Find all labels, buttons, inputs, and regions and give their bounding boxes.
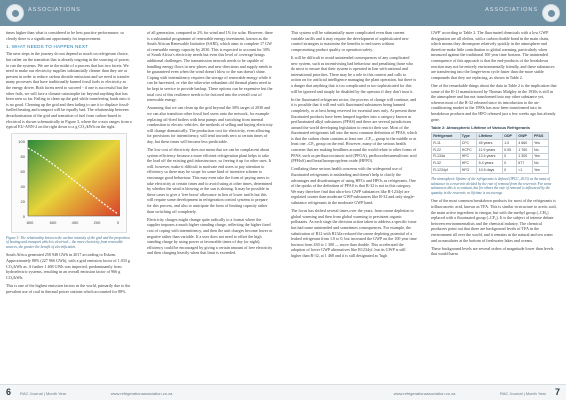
right-column-1 (291, 30, 417, 261)
y-tick-label: 80 (20, 153, 25, 159)
refrigerant-lifetime-table (431, 132, 549, 174)
header-label-right: ASSOCIATIONS (485, 7, 538, 13)
journal-meta: RAC Journal | Month Year (499, 391, 546, 396)
table-cell: HCFC (460, 146, 477, 153)
table-cell: Yes (532, 140, 548, 147)
paragraph: The next steps in the journey do not depend so much on refrigerant choice, but rather on the transition that is already ongoing in the sourcing of power, to run the systems. We are in the midst of a process that has two facets. We need to make our electricity supplies substantially cleaner than they are at present in order to reduce carbon dioxide emissions and we need to transfer many processes that have traditionally burned fossil fuels to electricity as the energy driver. Both facets need to succeed - if one is successful but the other fails, we will face a climate catastrophe far beyond anything that has been seen so far. Failing to clean up the grid while transferring loads onto it is no good. Cleaning up the grid and then failing to use it to displace fossil-fuelled heating and transport will be equally bad. The relationship between decarbonisation of the grid and transition of fuel from carbon-based to electrical is shown schematically in Figure 3, where the x-axis ranges from a typical EU-ANN-2 on the right down to a g CO₂/kWh on the right. (6, 51, 132, 130)
table-header: Lifetime (477, 133, 503, 140)
table-header: PFAS (532, 133, 548, 140)
paragraph: Assuming that we can clean up the grid beyond the 30% target of 2030 and we can also transition other fossil fuel users onto the network, for example replacing oil-fired boilers with heat pumps and switching from internal combustion to electric vehicles, the methods of selling and buying electricity will change dramatically. The production cost for electricity, even allowing for provisions for intermittency, will tend towards zero at certain times of day, but these times will become less predictable. (147, 105, 273, 144)
website-link[interactable]: www.refrigerationassociation.co.za (393, 391, 456, 396)
table-cell: No (532, 160, 548, 167)
journal-meta: RAC Journal | Month Year (20, 391, 67, 396)
paragraph: of all generation, compared to 2% for wind and 1% for solar. However, there is a substantial programme of renewable energy investment, known as the South African Renewable Initiative (SARI), which aims to complete 17 GW of renewable energy capacity by 2030. This is expected to account for 30% of South Africa's electricity needs but even this level of coverage brings additional challenges. The transmission network needs to be capable of handling energy flows in new places and new directions and supply needs to be guaranteed even when the wind doesn't blow or the sun doesn't shine. Coping with intermittency requires the storage of renewable energy while it can be harvested, or else the otherwise redundant old thermal plants need to be kept in service to provide backup. These options can be expensive but the total cost of this resilience needs to be factored into the overall cost of renewable energy. (147, 30, 273, 103)
chart-gradient-area (28, 140, 120, 216)
table-cell: No (532, 146, 548, 153)
table-caption: The atmospheric lifetime of the refrigerants is defined (IPCC, 2013) as the mass of substance in a reservoir divided by the rate of removal from the reservoir. For some substances this is a constant, but for others the rate of removal is influenced by the quantity in the reservoir, so lifetime is an average. (431, 177, 552, 195)
table-cell: 677 (517, 160, 533, 167)
table-cell: R-22 (432, 146, 461, 153)
table-cell: 1.0 (502, 140, 516, 147)
header-bar-left (0, 0, 283, 26)
website-link[interactable]: www.refrigerationassociation.co.za (110, 391, 173, 396)
table-cell: 4 660 (517, 140, 533, 147)
table-cell: CFC (460, 140, 477, 147)
table-cell: 0 (502, 167, 516, 174)
table-cell: <1 (517, 167, 533, 174)
paragraph: This system will be substantially more complicated even than current variable tariffs and it may require the development of sophisticated new control strategies to maximise the benefits to end users without compromising product quality or operation safety. (291, 30, 409, 52)
y-tick-label: 40 (20, 183, 25, 189)
table-cell: 0.05 (502, 146, 516, 153)
table-cell: 1 760 (517, 146, 533, 153)
paragraph: This is one of the highest emission factors in the world, primarily due to the prevalent use of coal in thermal power stations which accounted for 88% (6, 283, 131, 294)
footer-right (283, 384, 566, 400)
table-cell: 5.4 years (477, 160, 503, 167)
y-tick-label: 60 (20, 168, 25, 174)
paragraph: The low cost of electricity does not mean that we can be complacent about system efficiency because a more efficient refrigeration plant helps to take the load off the existing grid infrastructure, so freeing it up for other uses. It will, however, make it difficult to motivate end users to pay attention to efficiency so there may be scope for some kind of incentive scheme to encourage good behaviour. This may even take the form of paying users to take electricity at certain times and to avoid using at other times, determined by whether the wind is blowing or the sun is shining. It may be possible in these cases to give a 'free boost' allowance in lieu of lower tariffs but this will require some development in refrigeration control systems to prepare for this process, and also to anticipate the form of limiting capacity rather than switching off completely. (147, 147, 273, 214)
table-cell: 11.9 years (477, 146, 503, 153)
header-bar-right (283, 0, 566, 26)
paragraph: Conflating these serious health concerns with the widespread use of fluorinated refrigerants is misleading and doesn't help to clarify the advantages and disadvantages of using HFCs and HFOs as refrigerants. One of the quirks of the definition of PFAS is that R-32 is not in this category. We may therefore find that ultra-low GWP substances like R-1234yf are regulated sooner than moderate GWP substances like R-32 and only single-substance refrigerants in the moderate GWP band. (291, 166, 416, 205)
table-row (432, 140, 549, 147)
header-label-left: ASSOCIATIONS (28, 7, 81, 13)
left-column-2 (147, 30, 273, 259)
paragraph: The focus has shifted several times over the years, from ozone depletion to global warming and then from global warming to persistent organic pollutants. As each stage the decision action taken to address a specific issue has had some unintended and sometimes consequences. For example, the substitution of R12 with R134a reduced the ozone depleting potential of a leaked refrigerant from 1.0 to 0, but increased the GWP on the 100 year time horizon from 430 to 1 300 — more than double. This accelerated the adoption of lower GWP alternatives like R1234yf, but its GWP is still higher than R-32, at 1 468 and it is still designated as 'high (291, 208, 417, 258)
footer-left (0, 384, 283, 400)
figure-caption: Figure 3: The relationship between the carbon intensity of the grid and the proportion of heating and transport which is electrical – the more electricity from renewable sources, the greater the benefit of electrification. (6, 235, 130, 249)
table-header: ODP (502, 133, 516, 140)
x-tick-label: 400 (71, 219, 79, 225)
table-header: Type (460, 133, 477, 140)
paragraph: It will be difficult to avoid unintended consequences of any complicated new system, such as incentivising bad behaviour and penalising those who do most to ensure that their system is operated in line with national and international priorities. There may be a role in this context and calls to action on for artificial intelligence managing the plant operation, but there is a danger that anything that is too complicated or too sophisticated for this will be ignored and simply be disabled by the operator if they don't trust it. (291, 54, 417, 94)
table-cell: R-32 (432, 160, 461, 167)
table-cell: R-1234yf (432, 167, 461, 174)
paragraph: times higher than what is considered to be best practice performance, so clearly there is a significant opportunity for improvement. (6, 30, 124, 41)
paragraph: One of the most common breakdown products for most of the refrigerants is trifluoroacetic acid, known as TFA. This is similar in structure to acetic acid, the main active ingredient in vinegar, but with the methyl group (–CH₃) replaced with a fluorinated group (–CF₃). It is the subject of intense debate between environmentalists and the chemical industry. The chemical producers point out that there are background levels of TFA in the environment all over the world, and it remains in the natural and sea water and accumulates at the bottom of freshwater lakes and oceans. (431, 198, 557, 243)
table-row (432, 160, 549, 167)
right-page (283, 0, 566, 400)
table-cell: R-11 (432, 140, 461, 147)
table-cell: HFC (460, 153, 477, 160)
page-number: 7 (554, 387, 560, 397)
table-cell: 45 years (477, 140, 503, 147)
table-row (432, 146, 549, 153)
table-cell: HFC (460, 160, 477, 167)
table-header: GWP (517, 133, 533, 140)
x-tick-label: 800 (26, 219, 34, 225)
table-cell: Yes (532, 167, 548, 174)
paragraph: One of the remarkable things about the data in Table 2 is the implication that some of the R-11 manufactured by Thomas Midgley in the 1930s is still in the atmosphere and has not transformed into any other substance yet, whereas most of the R-32 released since its introduction to the air-conditioning market in the 1990s has now been transformed into its breakdown products and the HFO released just a few weeks ago has already gone. (431, 82, 557, 122)
y-tick-label: 0 (22, 213, 25, 219)
table-cell: 0 (502, 160, 516, 167)
table-cell: 0 (502, 153, 516, 160)
association-logo-icon (542, 4, 560, 22)
paragraph: Electricity charges might change quite radically to a format where the supplier imposes a much higher standing charge, reflecting the higher fixed cost of coping with intermittency, and then the unit charges become lower or negative rather than variable. If a user does not need to offset the high standing charge by using power at favourable times of day (or night), efficiency could be encouraged by giving a certain amount of free electricity and then charging heavily when that limit is exceeded. (147, 216, 273, 256)
paragraph: South Africa generated 258 948 GWh in 2017 according to Eskom. Approximately 88% (227 966 GWh), with a grid emission factor of 1.033 g CO₂/kWh as. A further 1 468 GWh was imported, predominantly from hydroelectric systems, resulting in an overall emission factor of 966 g CO₂/kWh. (6, 252, 130, 280)
right-column-2 (431, 30, 557, 260)
paragraph: GWP' according to Table 2. The fluorinated chemicals with a low GWP designation are all olefins, with a carbon double bond in the main chain, which means they decompose relatively quickly in the atmosphere and therefore make little contribution to global warming, particularly when measured against the traditional 100 year time horizon. The unintended consequence of this approach is that the end-products of the breakdown reaction may not be entirely environmentally friendly, and these substances are transferring into the longer-term cycle faster than the more stable compounds that they are replacing, as shown in Table 2. (431, 30, 555, 80)
table-cell: R-134a (432, 153, 461, 160)
table-header: Refrigerant (432, 133, 461, 140)
table-row (432, 153, 549, 160)
table-cell: 10.5 days (477, 167, 503, 174)
table-row (432, 167, 549, 174)
y-tick-label: 100 (18, 138, 25, 144)
section-heading: 1. WHAT NEEDS TO HAPPEN NEXT (6, 43, 89, 49)
chart-svg (12, 134, 128, 234)
table-header-row (432, 133, 549, 140)
table-cell: 1 300 (517, 153, 533, 160)
table-cell: HFO (460, 167, 477, 174)
association-logo-icon (6, 4, 24, 22)
x-tick-label: 0 (116, 219, 120, 225)
paragraph: These background levels are several orders of magnitude lower than levels that would harm (431, 245, 554, 257)
table-cell: 13.4 years (477, 153, 503, 160)
page-number: 6 (6, 387, 12, 397)
table-title: Table 2: Atmospheric Lifetime of Various Refrigerants (431, 124, 531, 130)
paragraph: In the fluorinated refrigerant sector, the process of change will continue, and it is possible that it will end with fluorinated substances being banned completely, or at best being reserved for essential uses only. At present these fluorinated products have been lumped together into a category known as perfluorinated alkyl substances (PFAS) and there are several jurisdictions around the world developing legislation to restrict their use. Most of the fluorinated refrigerants fall into the most common definition of PFAS, which is that the carbon chain contains at least one –CF₃– group in the middle or at least one –CF₃ group on the end. However, many of the serious health concerns that are making headlines around the world relate to other forms of PFAS, such as perfluorooctanoic acid (PFOA), perfluorohexanesulfonic acid (PFHxS) and hexafluoropropylene oxide (HFPO). (291, 96, 418, 164)
table-cell: Yes (532, 153, 548, 160)
x-tick-label: 200 (93, 219, 101, 225)
left-column-1 (6, 30, 132, 297)
x-tick-label: 600 (49, 219, 57, 225)
y-tick-label: 20 (20, 198, 25, 204)
figure-3-chart (11, 133, 127, 233)
